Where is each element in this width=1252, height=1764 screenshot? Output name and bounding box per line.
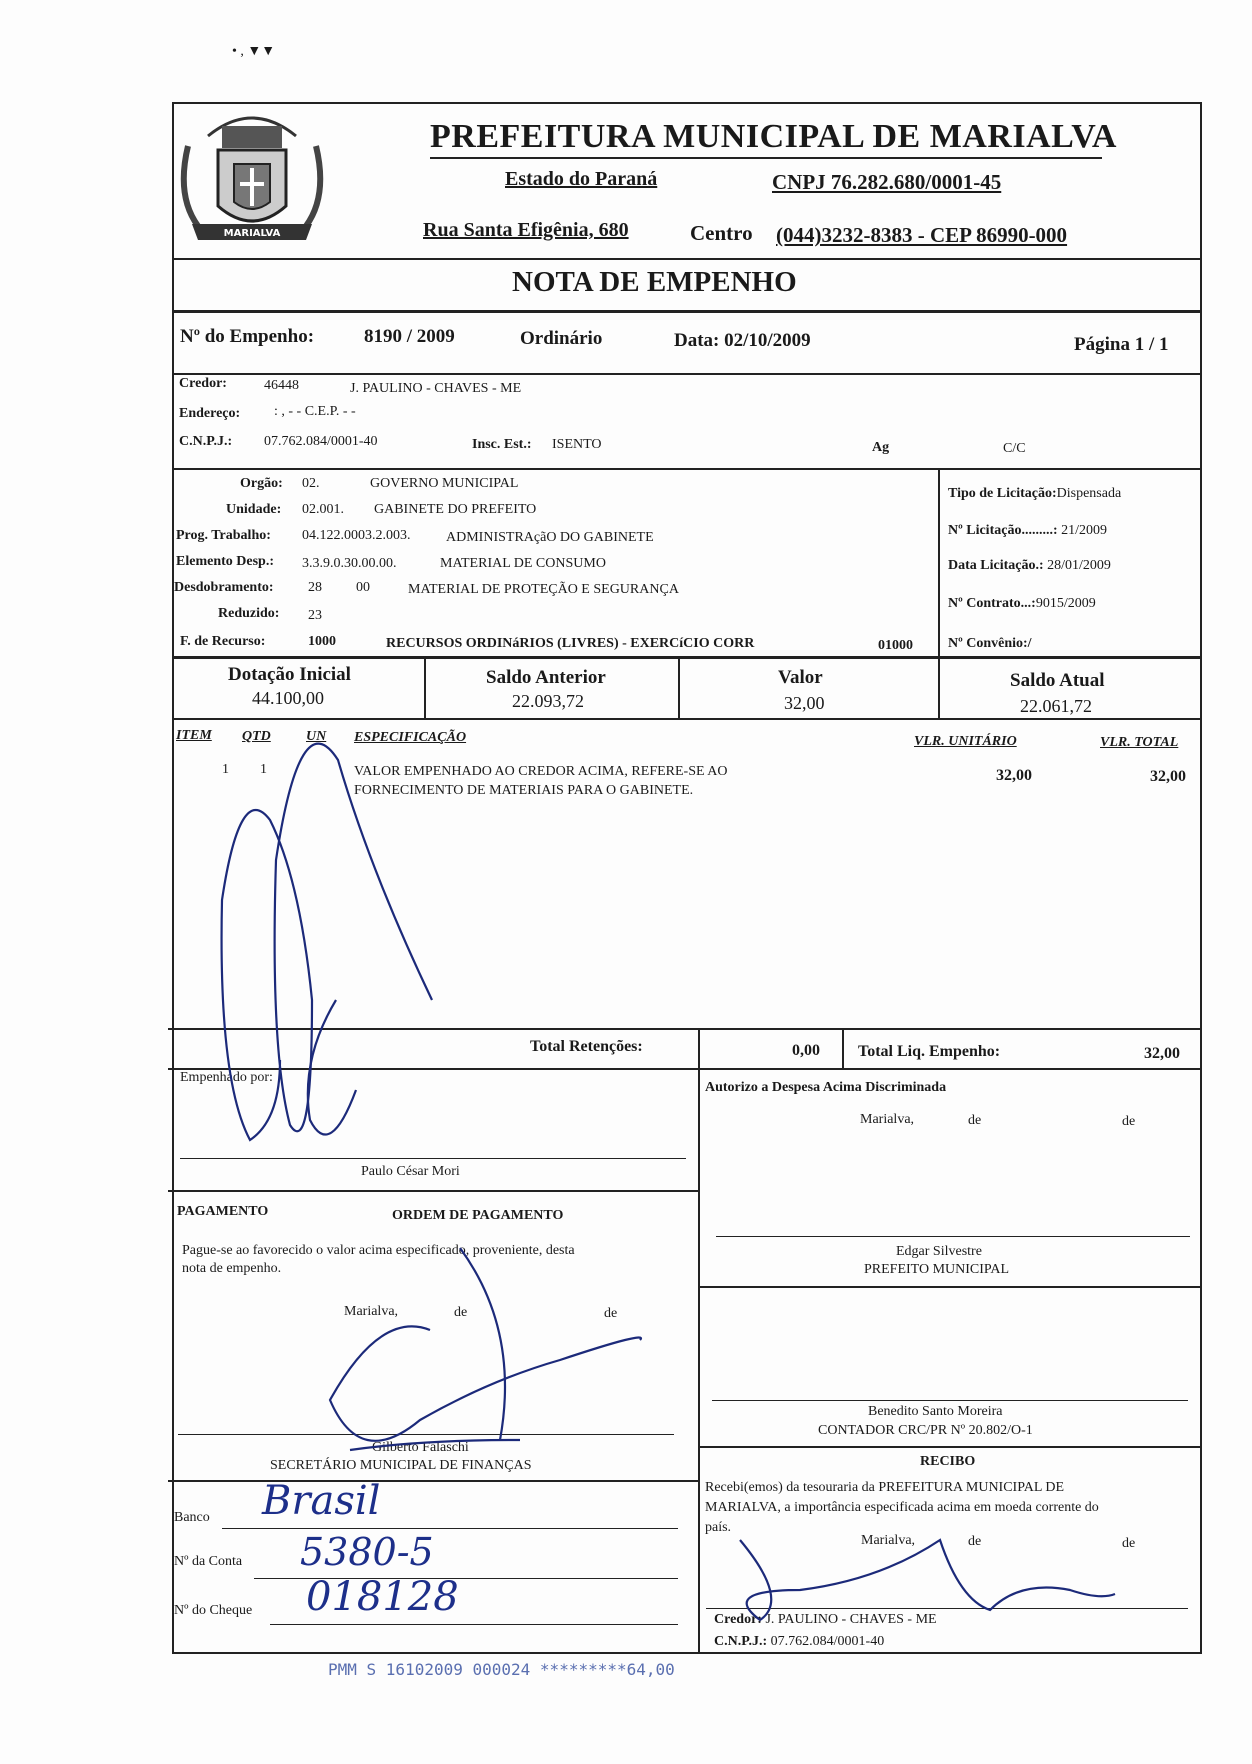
saldo-anterior-label: Saldo Anterior — [486, 667, 606, 688]
recurso-value: 1000 — [308, 634, 336, 649]
address-label: Endereço: — [179, 406, 241, 421]
recibo-text-2: MARIALVA, a importância especificada acima em moeda corrente do — [705, 1500, 1099, 1515]
title-underline — [430, 157, 1102, 159]
conta-value: 5380-5 — [300, 1530, 434, 1574]
item-spec-line1: VALOR EMPENHADO AO CREDOR ACIMA, REFERE-SE AO — [354, 764, 728, 779]
saldo-atual-value: 22.061,72 — [1020, 696, 1092, 716]
orgao-value: 02. — [302, 476, 320, 491]
recibo-text-1: Recebi(emos) da tesouraria da PREFEITURA MUNICIPAL DE — [705, 1480, 1065, 1495]
municipal-crest-icon — [178, 106, 326, 256]
empenho-type: Ordinário — [520, 328, 603, 349]
col-vlr-total: VLR. TOTAL — [1100, 735, 1179, 750]
contrato-value: 9015/2009 — [1035, 596, 1096, 611]
retencoes-value: 0,00 — [792, 1042, 820, 1059]
banco-label: Banco — [174, 1510, 210, 1525]
secretario-title: SECRETÁRIO MUNICIPAL DE FINANÇAS — [270, 1458, 532, 1473]
contador-title: CONTADOR CRC/PR Nº 20.802/O-1 — [818, 1423, 1033, 1438]
street-address: Rua Santa Efigênia, 680 — [423, 219, 629, 241]
autorizo-de-1: de — [968, 1113, 982, 1128]
cheque-value: 018128 — [306, 1574, 459, 1620]
item-unit-value: 32,00 — [996, 767, 1032, 784]
secretario-name: Gilberto Falaschi — [372, 1440, 469, 1455]
contador-name: Benedito Santo Moreira — [868, 1404, 1003, 1419]
scan-marks: • , ▼▼ — [232, 44, 276, 59]
insc-value: ISENTO — [552, 437, 602, 452]
recurso-name: RECURSOS ORDINáRIOS (LIVRES) - EXERCíCIO CORR — [386, 636, 755, 651]
municipality-title: PREFEITURA MUNICIPAL DE MARIALVA — [430, 118, 1117, 155]
recibo-marialva: Marialva, — [861, 1533, 916, 1548]
recibo-title: RECIBO — [920, 1454, 976, 1469]
empenho-number: 8190 / 2009 — [364, 326, 455, 347]
municipality-cnpj: CNPJ 76.282.680/0001-45 — [772, 170, 1002, 194]
valor-value: 32,00 — [784, 693, 825, 713]
recibo-text-3: país. — [705, 1520, 732, 1535]
convenio-label: Nº Convênio:/ — [948, 636, 1032, 651]
autorizo-de-2: de — [1122, 1114, 1136, 1129]
conta-label: Nº da Conta — [174, 1554, 243, 1569]
unidade-value: 02.001. — [302, 502, 344, 517]
recurso-code: 01000 — [878, 638, 913, 653]
prog-label: Prog. Trabalho: — [176, 528, 271, 543]
desdobramento-value2: 00 — [356, 580, 370, 595]
liquido-value: 32,00 — [1144, 1045, 1180, 1062]
mechanical-stamp: PMM S 16102009 000024 *********64,00 — [328, 1660, 675, 1679]
pagamento-de-1: de — [454, 1305, 468, 1320]
licitacao-data-value: 28/01/2009 — [1047, 558, 1111, 573]
autorizo-label: Autorizo a Despesa Acima Discriminada — [705, 1080, 947, 1095]
document-title: NOTA DE EMPENHO — [512, 266, 797, 298]
orgao-name: GOVERNO MUNICIPAL — [370, 476, 519, 491]
empenhado-label: Empenhado por: — [180, 1070, 273, 1085]
licitacao-num-value: 21/2009 — [1061, 523, 1107, 538]
crest-text: MARIALVA — [223, 228, 281, 239]
credor-code: 46448 — [264, 378, 299, 393]
cheque-label: Nº do Cheque — [174, 1603, 253, 1618]
prefeito-name: Edgar Silvestre — [896, 1244, 982, 1259]
col-qtd: QTD — [242, 729, 271, 744]
reduzido-label: Reduzido: — [218, 606, 280, 621]
licitacao-num-label: Nº Licitação.........: — [948, 523, 1058, 538]
licitacao-tipo-label: Tipo de Licitação: — [948, 486, 1057, 501]
item-qtd: 1 — [260, 762, 267, 777]
desdobramento-label: Desdobramento: — [174, 580, 274, 595]
pagamento-text-2: nota de empenho. — [182, 1261, 282, 1276]
address-value: : , - - C.E.P. - - — [274, 404, 356, 419]
recibo-cnpj-label: C.N.P.J.: — [714, 1634, 768, 1649]
credor-label: Credor: — [179, 376, 227, 391]
credor-name: J. PAULINO - CHAVES - ME — [350, 381, 522, 396]
recibo-de-1: de — [968, 1534, 982, 1549]
item-number: 1 — [222, 762, 229, 777]
state-name: Estado do Paraná — [505, 168, 658, 190]
dotacao-value: 44.100,00 — [252, 688, 324, 708]
pagamento-text-1: Pague-se ao favorecido o valor acima especificado, proveniente, desta — [182, 1243, 575, 1258]
elemento-name: MATERIAL DE CONSUMO — [440, 556, 606, 571]
pagamento-de-2: de — [604, 1306, 618, 1321]
page-number: Página 1 / 1 — [1074, 334, 1169, 355]
prog-value: 04.122.0003.2.003. — [302, 528, 411, 543]
elemento-value: 3.3.9.0.30.00.00. — [302, 556, 397, 571]
ag-label: Ag — [872, 440, 890, 455]
autorizo-marialva: Marialva, — [860, 1112, 915, 1127]
credor-cnpj-label: C.N.P.J.: — [179, 434, 233, 449]
col-vlr-unitario: VLR. UNITÁRIO — [914, 734, 1017, 749]
col-item: ITEM — [176, 728, 212, 743]
recibo-cnpj-value: 07.762.084/0001-40 — [770, 1634, 885, 1649]
reduzido-value: 23 — [308, 608, 322, 623]
desdobramento-name: MATERIAL DE PROTEÇÃO E SEGURANÇA — [408, 582, 679, 597]
empenhado-name: Paulo César Mori — [361, 1164, 460, 1179]
recibo-credor-label: Credor: — [714, 1612, 762, 1627]
unidade-name: GABINETE DO PREFEITO — [374, 502, 537, 517]
ordem-pagamento-label: ORDEM DE PAGAMENTO — [392, 1208, 564, 1223]
empenho-label: Nº do Empenho: — [180, 326, 315, 347]
recibo-de-2: de — [1122, 1536, 1136, 1551]
recurso-label: F. de Recurso: — [180, 634, 266, 649]
orgao-label: Orgão: — [240, 476, 283, 491]
district: Centro — [690, 221, 753, 245]
unidade-label: Unidade: — [226, 502, 282, 517]
licitacao-data-label: Data Licitação.: — [948, 558, 1044, 573]
desdobramento-value: 28 — [308, 580, 322, 595]
pagamento-marialva: Marialva, — [344, 1304, 399, 1319]
dotacao-label: Dotação Inicial — [228, 664, 351, 685]
valor-label: Valor — [778, 667, 823, 688]
credor-cnpj-value: 07.762.084/0001-40 — [264, 434, 378, 449]
elemento-label: Elemento Desp.: — [176, 554, 274, 569]
saldo-atual-label: Saldo Atual — [1010, 670, 1105, 691]
saldo-anterior-value: 22.093,72 — [512, 691, 584, 711]
pagamento-label: PAGAMENTO — [177, 1204, 269, 1219]
contrato-label: Nº Contrato...: — [948, 596, 1036, 611]
cc-label: C/C — [1003, 441, 1026, 456]
empenho-date: Data: 02/10/2009 — [674, 330, 811, 351]
recibo-credor-value: J. PAULINO - CHAVES - ME — [765, 1612, 937, 1627]
liquido-label: Total Liq. Empenho: — [858, 1043, 1001, 1060]
item-total-value: 32,00 — [1150, 768, 1186, 785]
licitacao-tipo-value: Dispensada — [1056, 486, 1122, 501]
prefeito-title: PREFEITO MUNICIPAL — [864, 1262, 1010, 1277]
col-un: UN — [306, 729, 327, 744]
item-spec-line2: FORNECIMENTO DE MATERIAIS PARA O GABINETE. — [354, 783, 694, 798]
col-especificacao: ESPECIFICAÇÃO — [354, 730, 467, 745]
banco-value: Brasil — [262, 1478, 381, 1524]
retencoes-label: Total Retenções: — [530, 1038, 643, 1055]
phone-cep: (044)3232-8383 - CEP 86990-000 — [776, 223, 1068, 247]
insc-label: Insc. Est.: — [472, 437, 532, 452]
prog-name: ADMINISTRAçãO DO GABINETE — [446, 530, 654, 545]
